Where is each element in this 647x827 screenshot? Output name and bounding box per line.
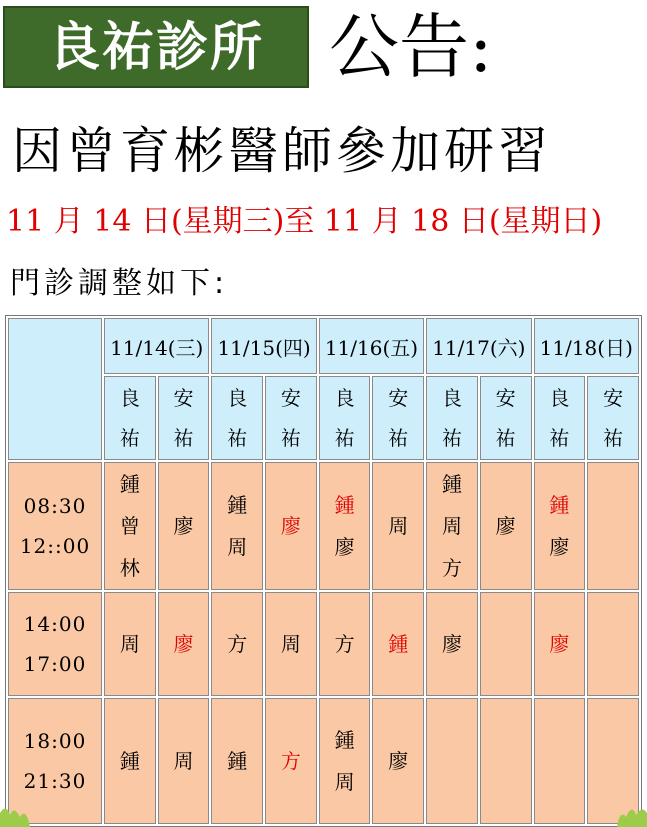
clinic-name-badge: 良祐診所 xyxy=(3,6,309,88)
date-header: 11/17(六) xyxy=(426,318,531,374)
doctor-name: 鍾 xyxy=(334,728,355,752)
doctor-cell xyxy=(426,462,478,590)
branch-char: 祐 xyxy=(173,426,194,450)
time-slot-row xyxy=(8,698,639,824)
doctor-name: 廖 xyxy=(280,514,301,538)
doctor-name: 周 xyxy=(119,632,140,656)
doctor-name: 周 xyxy=(334,770,355,794)
doctor-cell xyxy=(104,698,156,824)
doctor-name: 方 xyxy=(280,749,301,773)
doctor-name: 周 xyxy=(227,535,248,559)
branch-char: 祐 xyxy=(388,426,409,450)
schedule-subtitle: 門診調整如下: xyxy=(10,266,229,301)
branch-header xyxy=(319,376,371,460)
date-range-line: 11 月 14 日(星期三)至 11 月 18 日(星期日) xyxy=(6,204,603,239)
branch-char: 良 xyxy=(549,386,570,410)
branch-header xyxy=(426,376,478,460)
doctor-name: 方 xyxy=(334,632,355,656)
doctor-cell xyxy=(372,462,424,590)
doctor-cell xyxy=(587,698,639,824)
branch-char: 良 xyxy=(334,386,355,410)
doctor-cell xyxy=(372,698,424,824)
corner-cell xyxy=(8,318,102,460)
doctor-name: 鍾 xyxy=(119,472,140,496)
doctor-name: 周 xyxy=(173,749,194,773)
branch-header xyxy=(534,376,586,460)
branch-char: 祐 xyxy=(334,426,355,450)
doctor-cell xyxy=(480,592,532,696)
branch-char: 祐 xyxy=(280,426,301,450)
branch-header xyxy=(587,376,639,460)
doctor-name: 曾 xyxy=(119,514,140,538)
branch-header xyxy=(104,376,156,460)
doctor-name: 鍾 xyxy=(227,749,248,773)
branch-char: 祐 xyxy=(549,426,570,450)
branch-char: 安 xyxy=(603,386,624,410)
doctor-cell xyxy=(480,462,532,590)
doctor-cell xyxy=(265,592,317,696)
doctor-cell xyxy=(158,698,210,824)
doctor-name: 周 xyxy=(280,632,301,656)
reason-line: 因曾育彬醫師參加研習 xyxy=(12,122,552,180)
time-value: 17:00 xyxy=(23,652,87,676)
doctor-cell xyxy=(480,698,532,824)
doctor-name: 廖 xyxy=(549,632,570,656)
branch-header xyxy=(211,376,263,460)
doctor-name: 鍾 xyxy=(227,493,248,517)
time-slot-row xyxy=(8,462,639,590)
doctor-cell xyxy=(319,462,371,590)
date-header: 11/16(五) xyxy=(319,318,424,374)
doctor-name: 林 xyxy=(119,556,140,580)
branch-char: 良 xyxy=(441,386,462,410)
branch-char: 安 xyxy=(495,386,516,410)
clinic-schedule-table xyxy=(5,315,642,827)
doctor-cell xyxy=(104,462,156,590)
doctor-cell xyxy=(265,698,317,824)
date-header: 11/15(四) xyxy=(211,318,316,374)
doctor-cell xyxy=(587,462,639,590)
time-value: 18:00 xyxy=(23,729,87,753)
doctor-cell xyxy=(426,592,478,696)
time-value: 14:00 xyxy=(23,612,87,636)
doctor-cell xyxy=(534,698,586,824)
branch-header xyxy=(372,376,424,460)
branch-char: 祐 xyxy=(119,426,140,450)
doctor-name: 鍾 xyxy=(119,749,140,773)
time-slot-label xyxy=(8,592,102,696)
doctor-cell xyxy=(534,462,586,590)
branch-char: 良 xyxy=(227,386,248,410)
branch-char: 祐 xyxy=(441,426,462,450)
doctor-name: 廖 xyxy=(173,514,194,538)
branch-char: 祐 xyxy=(495,426,516,450)
doctor-cell xyxy=(372,592,424,696)
doctor-cell xyxy=(211,698,263,824)
branch-header xyxy=(158,376,210,460)
branch-char: 安 xyxy=(388,386,409,410)
doctor-name: 廖 xyxy=(173,632,194,656)
branch-header xyxy=(480,376,532,460)
doctor-cell xyxy=(265,462,317,590)
doctor-cell xyxy=(211,462,263,590)
announcement-heading: 公告: xyxy=(329,6,493,88)
doctor-name: 廖 xyxy=(549,535,570,559)
time-value: 21:30 xyxy=(23,769,87,793)
date-header: 11/14(三) xyxy=(104,318,209,374)
branch-header xyxy=(265,376,317,460)
doctor-name: 廖 xyxy=(495,514,516,538)
time-value: 12::00 xyxy=(19,534,91,558)
doctor-name: 鍾 xyxy=(441,472,462,496)
branch-char: 祐 xyxy=(227,426,248,450)
doctor-cell xyxy=(319,592,371,696)
doctor-name: 周 xyxy=(441,514,462,538)
doctor-name: 廖 xyxy=(388,749,409,773)
doctor-cell xyxy=(158,592,210,696)
doctor-cell xyxy=(319,698,371,824)
title-row xyxy=(3,6,643,90)
doctor-cell xyxy=(104,592,156,696)
branch-char: 安 xyxy=(173,386,194,410)
doctor-name: 周 xyxy=(388,514,409,538)
time-slot-row xyxy=(8,592,639,696)
date-header: 11/18(日) xyxy=(534,318,640,374)
doctor-name: 鍾 xyxy=(388,632,409,656)
branch-char: 安 xyxy=(280,386,301,410)
branch-char: 祐 xyxy=(603,426,624,450)
doctor-cell xyxy=(211,592,263,696)
doctor-cell xyxy=(426,698,478,824)
doctor-name: 廖 xyxy=(334,535,355,559)
doctor-cell xyxy=(158,462,210,590)
branch-char: 良 xyxy=(119,386,140,410)
doctor-name: 方 xyxy=(441,556,462,580)
doctor-cell xyxy=(534,592,586,696)
doctor-name: 鍾 xyxy=(334,493,355,517)
time-value: 08:30 xyxy=(23,494,87,518)
doctor-name: 方 xyxy=(227,632,248,656)
doctor-name: 鍾 xyxy=(549,493,570,517)
doctor-name: 廖 xyxy=(441,632,462,656)
time-slot-label xyxy=(8,462,102,590)
time-slot-label xyxy=(8,698,102,824)
doctor-cell xyxy=(587,592,639,696)
